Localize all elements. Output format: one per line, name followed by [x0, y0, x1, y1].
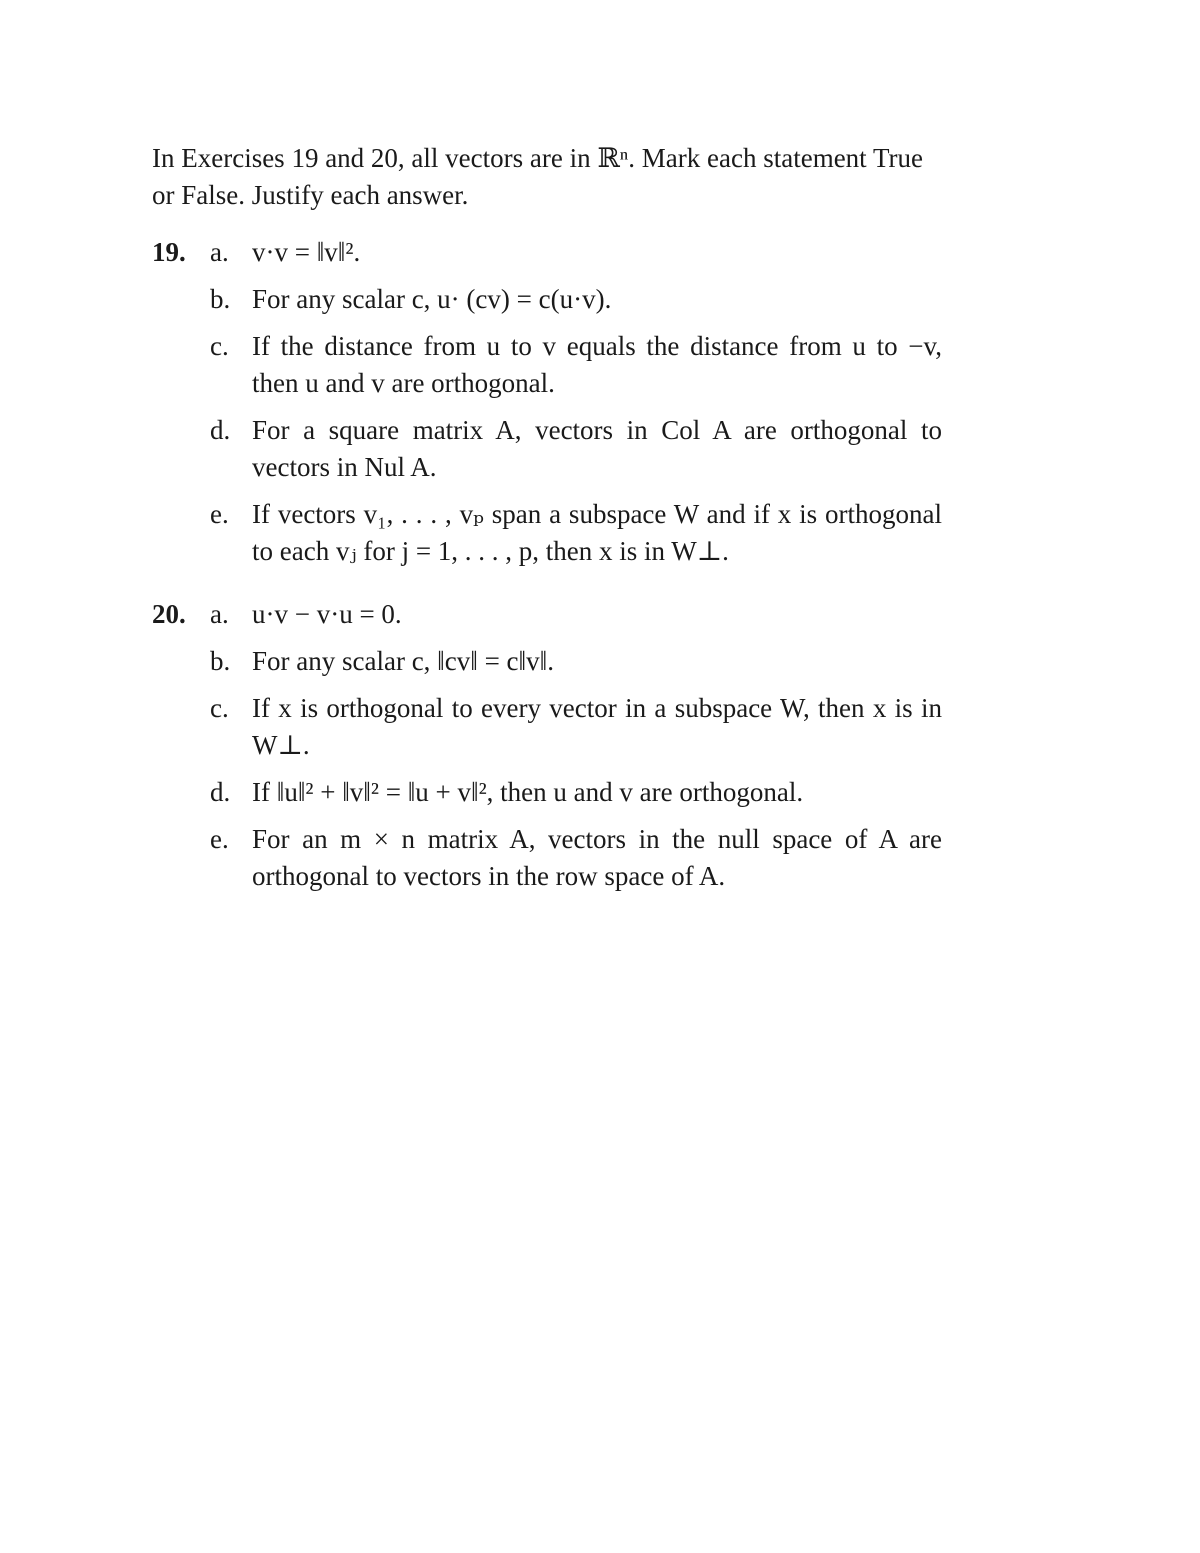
statement-letter: a.	[210, 237, 229, 267]
statement-letter: b.	[210, 284, 231, 314]
statement-19a	[152, 234, 942, 271]
statement-text: If ‖u‖² + ‖v‖² = ‖u + v‖², then u and v are orthogonal.	[252, 777, 804, 807]
statement-text: For any scalar c, ‖cv‖ = c‖v‖.	[252, 646, 554, 676]
statement-letter: d.	[210, 415, 231, 445]
statement-text: For a square matrix A, vectors in Col A are orthogonal to vectors in Nul A.	[252, 415, 942, 482]
statement-letter: e.	[210, 499, 229, 529]
statement-19c	[152, 328, 942, 402]
statement-text: If the distance from u to v equals the distance from u to −v, then u and v are orthogonal.	[252, 331, 942, 398]
statement-text: For any scalar c, u· (cv) = c(u·v).	[252, 284, 612, 314]
statement-19b	[152, 281, 942, 318]
statement-letter: c.	[210, 331, 229, 361]
statement-20e	[152, 821, 942, 895]
statement-20c	[152, 690, 942, 764]
exercise-page	[152, 140, 942, 905]
statement-19d	[152, 412, 942, 486]
instructions: In Exercises 19 and 20, all vectors are in ℝⁿ. Mark each statement True or False. Justify each answer.	[152, 143, 923, 210]
statement-letter: b.	[210, 646, 231, 676]
statement-letter: a.	[210, 599, 229, 629]
statement-19e	[152, 496, 942, 570]
statement-letter: c.	[210, 693, 229, 723]
statement-text: If vectors v₁, . . . , vₚ span a subspace W and if x is orthogonal to each vⱼ for j = 1, . . . , p, then x is in W⊥.	[252, 499, 942, 566]
exercise-number: 20.	[152, 599, 186, 629]
statement-text: For an m × n matrix A, vectors in the null space of A are orthogonal to vectors in the row space of A.	[252, 824, 942, 891]
statement-text: If x is orthogonal to every vector in a subspace W, then x is in W⊥.	[252, 693, 942, 760]
exercise-19	[152, 234, 942, 570]
statement-letter: e.	[210, 824, 229, 854]
exercise-number: 19.	[152, 237, 186, 267]
statement-text: v·v = ‖v‖².	[252, 237, 361, 267]
statement-text: u·v − v·u = 0.	[252, 599, 402, 629]
statement-20b	[152, 643, 942, 680]
exercise-20	[152, 596, 942, 895]
statement-letter: d.	[210, 777, 231, 807]
statement-20d	[152, 774, 942, 811]
statement-20a	[152, 596, 942, 633]
